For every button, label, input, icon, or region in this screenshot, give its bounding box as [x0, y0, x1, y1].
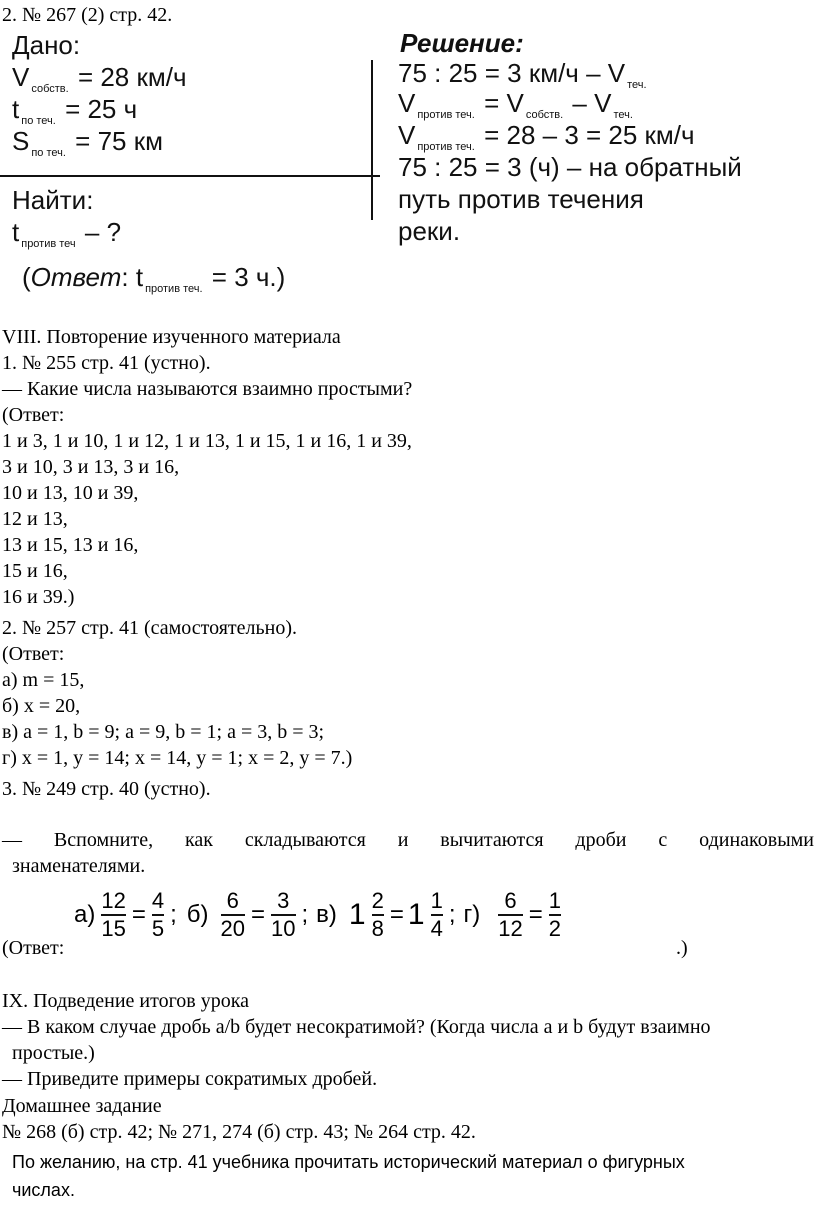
- label-a: а): [74, 901, 96, 928]
- text-line: — Приведите примеры сократимых дробей.: [2, 1068, 378, 1090]
- section-viii-title: VIII. Повторение изученного материала: [2, 326, 341, 348]
- equals-sign: =: [389, 901, 404, 928]
- scan-answer: (Ответ: t $_{против теч.}$ = 3 ч.): [22, 262, 286, 295]
- section-ix-title: IX. Подведение итогов урока: [2, 990, 250, 1012]
- extra-reading-line: По желанию, на стр. 41 учебника прочитать исторический материал о фигурных: [12, 1152, 685, 1172]
- text-line: 3. № 249 стр. 40 (устно).: [2, 778, 211, 800]
- fraction: $\frac{1}{2}$: [548, 888, 561, 941]
- text-line: 13 и 15, 13 и 16,: [2, 534, 139, 556]
- find-title: Найти:: [12, 185, 94, 215]
- text-line: (Ответ:: [2, 404, 65, 426]
- text-line: (Ответ:: [2, 643, 65, 665]
- text-line: 1. № 255 стр. 41 (устно).: [2, 352, 211, 374]
- text-line: 1 и 3, 1 и 10, 1 и 12, 1 и 13, 1 и 15, 1 и 16, 1 и 39,: [2, 430, 412, 452]
- text-line: 15 и 16,: [2, 560, 68, 582]
- text-line: а) m = 15,: [2, 669, 85, 691]
- label-v: в): [316, 901, 337, 928]
- given-distance: S $_{по теч.}$ = 75 км: [12, 126, 163, 159]
- text-line: — В каком случае дробь a/b будет несократимой? (Когда числа a и b будут взаимно: [2, 1016, 711, 1038]
- remember-line-cont: знаменателями.: [12, 855, 146, 877]
- given-time: t $_{по теч.}$ = 25 ч: [12, 94, 138, 127]
- separator: ;: [301, 901, 309, 928]
- solution-line-4: 75 : 25 = 3 (ч) – на обратный: [398, 152, 742, 182]
- fraction-equations: [74, 875, 563, 955]
- fraction: $\frac{3}{10}$: [271, 888, 296, 941]
- text-line: — Какие числа называются взаимно простыми?: [2, 378, 413, 400]
- fraction: $\frac{12}{15}$: [101, 888, 126, 941]
- separator: ;: [170, 901, 177, 928]
- homework-title: Домашнее задание: [2, 1095, 162, 1117]
- whole-number: 1: [348, 898, 366, 931]
- remember-line: — Вспомните, как складываются и вычитаются дроби с одинаковыми: [2, 829, 814, 851]
- vertical-divider: [371, 60, 373, 220]
- text-line: г) x = 1, y = 14; x = 14, y = 1; x = 2, y = 7.): [2, 747, 353, 769]
- whole-number: 1: [407, 898, 425, 931]
- solution-line-6: реки.: [398, 216, 461, 246]
- equals-sign: =: [251, 901, 266, 928]
- text-line: 3 и 10, 3 и 13, 3 и 16,: [2, 456, 180, 478]
- text-line: 2. № 257 стр. 41 (самостоятельно).: [2, 617, 298, 639]
- separator: ;: [448, 901, 456, 928]
- given-velocity: V $_{собств.}$ = 28 км/ч: [12, 62, 187, 95]
- solution-line-1: 75 : 25 = 3 км/ч – V $_{теч.}$: [398, 58, 647, 91]
- solution-line-3: V $_{против теч.}$ = 28 – 3 = 25 км/ч: [398, 120, 695, 153]
- text-line: 10 и 13, 10 и 39,: [2, 482, 139, 504]
- solution-line-5: путь против течения: [398, 184, 644, 214]
- label-b: б): [186, 901, 209, 928]
- solution-title: Решение:: [400, 28, 524, 58]
- text-line: простые.): [12, 1042, 95, 1064]
- fraction: $\frac{4}{5}$: [151, 888, 165, 941]
- fraction: $\frac{2}{8}$: [371, 888, 384, 941]
- text-line: 16 и 39.): [2, 586, 75, 608]
- text-line: в) a = 1, b = 9; a = 9, b = 1; a = 3, b = 3;: [2, 721, 325, 743]
- answer-open: (Ответ:: [2, 937, 65, 959]
- text-line: 12 и 13,: [2, 508, 68, 530]
- find-item: t $_{против теч}$ – ?: [12, 217, 122, 250]
- answer-close: .): [676, 937, 688, 959]
- equals-sign: =: [131, 901, 146, 928]
- extra-reading-line-cont: числах.: [12, 1180, 75, 1200]
- given-title: Дано:: [12, 30, 81, 60]
- text-line: б) x = 20,: [2, 695, 81, 717]
- equals-sign: =: [528, 901, 543, 928]
- divider-line: [0, 175, 380, 177]
- solution-line-2: V $_{против теч.}$ = V $_{собств.}$ – V $_{теч.}$: [398, 88, 633, 121]
- task-header: 2. № 267 (2) стр. 42.: [2, 4, 173, 26]
- label-g: г): [463, 901, 481, 928]
- fraction: $\frac{6}{20}$: [220, 888, 245, 941]
- homework-line: № 268 (б) стр. 42; № 271, 274 (б) стр. 43; № 264 стр. 42.: [2, 1121, 476, 1143]
- fraction: $\frac{6}{12}$: [498, 888, 523, 941]
- fraction: $\frac{1}{4}$: [430, 888, 443, 941]
